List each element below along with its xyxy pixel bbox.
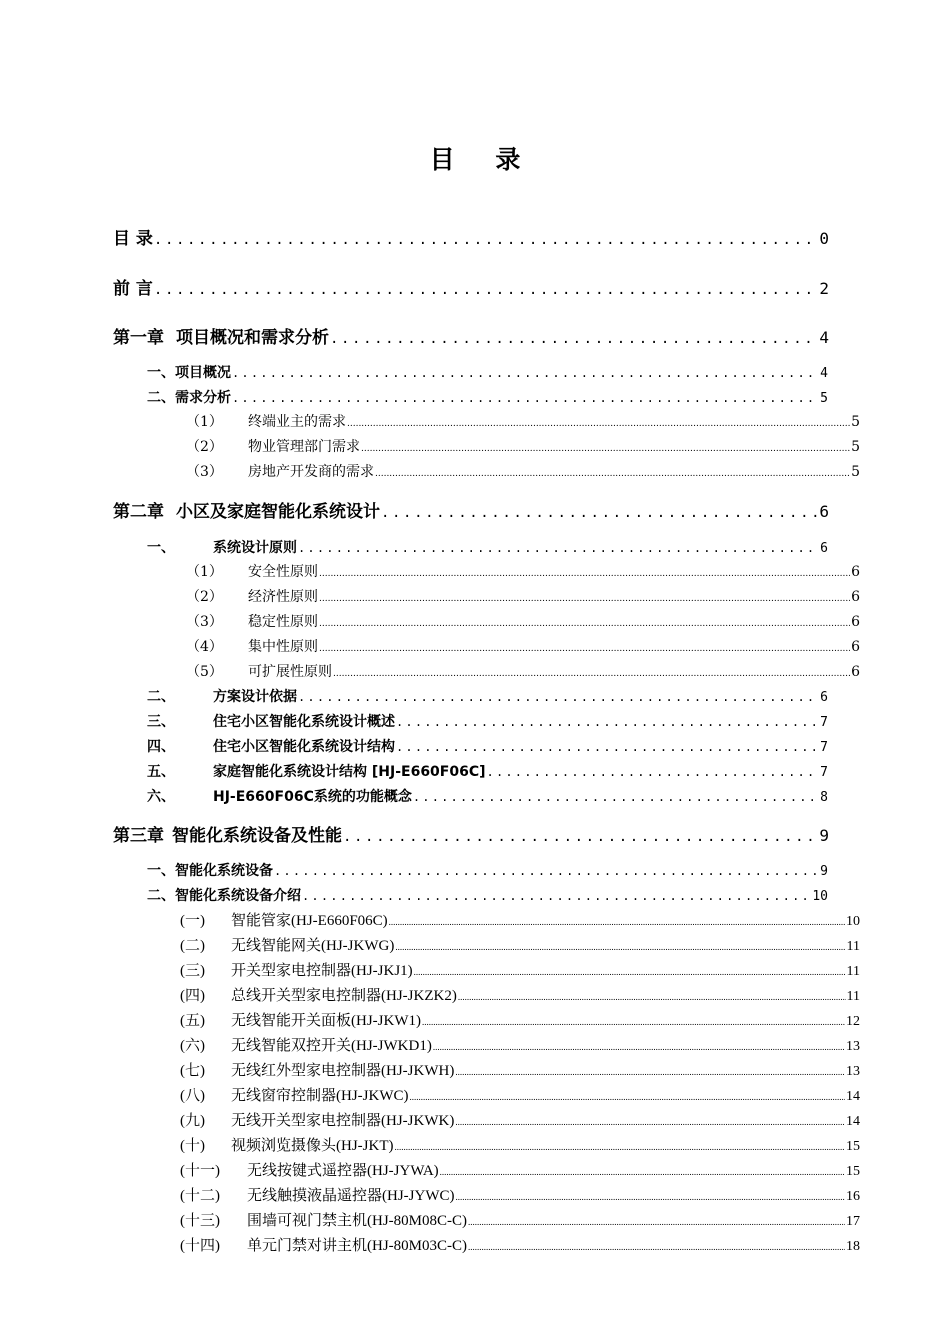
toc-entry[interactable] (180, 1134, 860, 1155)
toc-leader (298, 690, 819, 704)
toc-entry[interactable] (186, 661, 860, 681)
toc-entry[interactable] (180, 1009, 860, 1030)
toc-entry[interactable] (180, 1184, 860, 1205)
toc-entry[interactable] (113, 224, 829, 249)
toc-leader (395, 942, 845, 952)
toc-number: (二) (180, 938, 205, 954)
toc-label: 无线智能网关(HJ-JKWG) (231, 938, 395, 954)
page-title: 目 录 (429, 145, 537, 174)
toc-number: 三、 (147, 714, 175, 730)
toc-label: 系统设计原则 (213, 540, 297, 556)
toc-leader (389, 917, 845, 927)
toc-page-number: 15 (846, 1139, 860, 1154)
toc-entry[interactable] (186, 636, 860, 656)
toc-entry[interactable] (186, 461, 860, 481)
toc-label: 可扩展性原则 (248, 664, 332, 680)
toc-label: 方案设计依据 (213, 689, 297, 705)
toc-page-number: 5 (851, 414, 860, 430)
toc-label: 智能化系统设备及性能 (172, 826, 342, 846)
toc-number: （2） (186, 439, 223, 455)
toc-page-number: 4 (819, 328, 829, 347)
toc-label: 物业管理部门需求 (248, 439, 360, 455)
toc-page-number: 7 (820, 765, 828, 780)
toc-leader (333, 669, 850, 679)
toc-leader (468, 1242, 845, 1252)
toc-number: （3） (186, 464, 223, 480)
toc-label: 无线红外型家电控制器(HJ-JKWH) (231, 1063, 455, 1079)
toc-number: 第三章 (113, 826, 164, 846)
toc-page-number: 5 (851, 464, 860, 480)
toc-label: 经济性原则 (248, 589, 318, 605)
toc-leader (319, 619, 850, 629)
toc-entry[interactable] (180, 1034, 860, 1055)
toc-entry[interactable] (147, 885, 828, 905)
toc-leader (414, 967, 846, 977)
toc-page-number: 5 (820, 391, 828, 406)
toc-page-number: 10 (812, 889, 828, 904)
toc-leader (455, 1067, 845, 1077)
toc-leader (298, 541, 819, 555)
toc-entry[interactable] (186, 611, 860, 631)
toc-leader (413, 790, 819, 804)
toc-leader (232, 366, 819, 380)
toc-label: 无线触摸液晶遥控器(HJ-JYWC) (247, 1188, 455, 1204)
toc-label: 项目概况和需求分析 (176, 328, 329, 348)
toc-label: HJ-E660F06C系统的功能概念 (213, 789, 412, 805)
toc-entry[interactable] (147, 387, 828, 407)
toc-leader (330, 331, 818, 347)
toc-entry[interactable] (180, 959, 860, 980)
toc-label: 总线开关型家电控制器(HJ-JKZK2) (231, 988, 457, 1004)
toc-entry[interactable] (180, 909, 860, 930)
toc-entry[interactable] (186, 436, 860, 456)
toc-leader (395, 1142, 846, 1152)
toc-page-number: 15 (846, 1164, 860, 1179)
toc-entry[interactable] (147, 711, 828, 731)
toc-label: 终端业主的需求 (248, 414, 346, 430)
toc-leader (154, 232, 818, 248)
toc-leader (232, 391, 819, 405)
toc-label: 住宅小区智能化系统设计概述 (213, 714, 395, 730)
toc-number: (六) (180, 1038, 205, 1054)
toc-label: 小区及家庭智能化系统设计 (176, 502, 380, 522)
toc-leader (319, 644, 850, 654)
toc-number: (十四) (180, 1238, 220, 1254)
toc-page-number: 17 (846, 1214, 860, 1229)
toc-entry[interactable] (180, 1209, 860, 1230)
toc-label: 围墙可视门禁主机(HJ-80M08C-C) (247, 1213, 467, 1229)
toc-label: 目 录 (113, 229, 153, 249)
toc-page-number: 10 (846, 914, 860, 929)
toc-entry[interactable] (180, 1109, 860, 1130)
toc-number: (十) (180, 1138, 205, 1154)
toc-entry[interactable] (147, 786, 828, 806)
toc-entry[interactable] (180, 1084, 860, 1105)
toc-page-number: 6 (851, 589, 860, 605)
toc-label: 一、智能化系统设备 (147, 863, 273, 879)
toc-entry[interactable] (180, 984, 860, 1005)
toc-leader (154, 282, 818, 298)
toc-label: 无线按键式遥控器(HJ-JYWA) (247, 1163, 439, 1179)
toc-label: 前 言 (113, 279, 153, 299)
toc-page-number: 5 (851, 439, 860, 455)
toc-number: （5） (186, 664, 223, 680)
toc-page-number: 18 (846, 1239, 860, 1254)
toc-number: (九) (180, 1113, 205, 1129)
toc-page-number: 11 (846, 939, 860, 954)
toc-leader (487, 765, 820, 779)
toc-entry[interactable] (186, 411, 860, 431)
toc-leader (347, 419, 850, 429)
toc-number: (四) (180, 988, 205, 1004)
toc-number: （1） (186, 414, 223, 430)
toc-label: 稳定性原则 (248, 614, 318, 630)
toc-leader (410, 1092, 846, 1102)
toc-number: (五) (180, 1013, 205, 1029)
toc-entry[interactable] (147, 761, 828, 781)
toc-number: (十二) (180, 1188, 220, 1204)
toc-number: (八) (180, 1088, 205, 1104)
toc-entry[interactable] (147, 362, 828, 382)
toc-page-number: 6 (851, 664, 860, 680)
toc-number: 六、 (147, 789, 175, 805)
toc-page-number: 9 (820, 864, 828, 879)
toc-leader (455, 1117, 845, 1127)
toc-number: （4） (186, 639, 223, 655)
toc-label: 家庭智能化系统设计结构 [HJ-E660F06C] (213, 764, 486, 780)
toc-entry[interactable] (180, 1234, 860, 1255)
toc-leader (375, 469, 850, 479)
toc-page-number: 6 (851, 564, 860, 580)
toc-label: 无线智能双控开关(HJ-JWKD1) (231, 1038, 432, 1054)
toc-number: 第二章 (113, 502, 164, 522)
toc-page-number: 8 (820, 790, 828, 805)
toc-page-number: 14 (846, 1089, 860, 1104)
toc-number: （3） (186, 614, 223, 630)
toc-page-number: 4 (820, 366, 828, 381)
toc-label: 二、智能化系统设备介绍 (147, 888, 301, 904)
toc-number: 第一章 (113, 328, 164, 348)
toc-number: (一) (180, 913, 205, 929)
toc-page-number: 2 (819, 279, 829, 298)
toc-leader (468, 1217, 845, 1227)
toc-number: （1） (186, 564, 223, 580)
toc-label: 安全性原则 (248, 564, 318, 580)
toc-number: （2） (186, 589, 223, 605)
toc-entry[interactable] (147, 537, 828, 557)
toc-leader (361, 444, 850, 454)
toc-label: 集中性原则 (248, 639, 318, 655)
toc-leader (456, 1192, 846, 1202)
toc-leader (381, 505, 818, 521)
toc-leader (433, 1042, 845, 1052)
toc-entry[interactable] (147, 686, 828, 706)
toc-number: (三) (180, 963, 205, 979)
toc-number: 五、 (147, 764, 175, 780)
toc-number: 四、 (147, 739, 175, 755)
toc-leader (396, 715, 819, 729)
toc-label: 视频浏览摄像头(HJ-JKT) (231, 1138, 394, 1154)
toc-page-number: 6 (820, 541, 828, 556)
toc-page-number: 11 (846, 989, 860, 1004)
toc-entry[interactable] (147, 736, 828, 756)
toc-number: 二、 (147, 689, 175, 705)
toc-page-number: 7 (820, 740, 828, 755)
toc-page-number: 7 (820, 715, 828, 730)
toc-number: 一、 (147, 540, 175, 556)
toc-page-number: 6 (851, 614, 860, 630)
toc-label: 房地产开发商的需求 (248, 464, 374, 480)
toc-entry[interactable] (186, 586, 860, 606)
toc-number: (十三) (180, 1213, 220, 1229)
toc-label: 一、项目概况 (147, 365, 231, 381)
toc-page-number: 6 (851, 639, 860, 655)
toc-number: (七) (180, 1063, 205, 1079)
toc-page-number: 13 (846, 1064, 860, 1079)
toc-entry[interactable] (113, 497, 829, 522)
toc-leader (319, 569, 850, 579)
toc-entry[interactable] (147, 860, 828, 880)
toc-page-number: 13 (846, 1039, 860, 1054)
toc-leader (440, 1167, 845, 1177)
toc-page-number: 6 (820, 690, 828, 705)
toc-page-number: 11 (846, 964, 860, 979)
toc-leader (274, 864, 819, 878)
toc-entry[interactable] (113, 274, 829, 299)
toc-page-number: 12 (846, 1014, 860, 1029)
toc-number: (十一) (180, 1163, 220, 1179)
toc-leader (422, 1017, 845, 1027)
toc-page-number: 0 (819, 229, 829, 248)
toc-entry[interactable] (113, 821, 829, 846)
toc-page-number: 14 (846, 1114, 860, 1129)
toc-page-number: 16 (846, 1189, 860, 1204)
toc-label: 智能管家(HJ-E660F06C) (231, 913, 388, 929)
toc-label: 无线智能开关面板(HJ-JKW1) (231, 1013, 421, 1029)
toc-label: 住宅小区智能化系统设计结构 (213, 739, 395, 755)
toc-leader (458, 992, 846, 1002)
toc-label: 单元门禁对讲主机(HJ-80M03C-C) (247, 1238, 467, 1254)
toc-page-number: 9 (819, 826, 829, 845)
toc-entry[interactable] (113, 323, 829, 348)
toc-entry[interactable] (180, 934, 860, 955)
toc-page-number: 6 (819, 502, 829, 521)
toc-leader (396, 740, 819, 754)
toc-entry[interactable] (186, 561, 860, 581)
toc-leader (343, 829, 818, 845)
toc-leader (319, 594, 850, 604)
toc-label: 无线窗帘控制器(HJ-JKWC) (231, 1088, 409, 1104)
toc-leader (302, 889, 811, 903)
toc-label: 开关型家电控制器(HJ-JKJ1) (231, 963, 413, 979)
toc-label: 二、需求分析 (147, 390, 231, 406)
toc-entry[interactable] (180, 1059, 860, 1080)
toc-entry[interactable] (180, 1159, 860, 1180)
toc-label: 无线开关型家电控制器(HJ-JKWK) (231, 1113, 455, 1129)
